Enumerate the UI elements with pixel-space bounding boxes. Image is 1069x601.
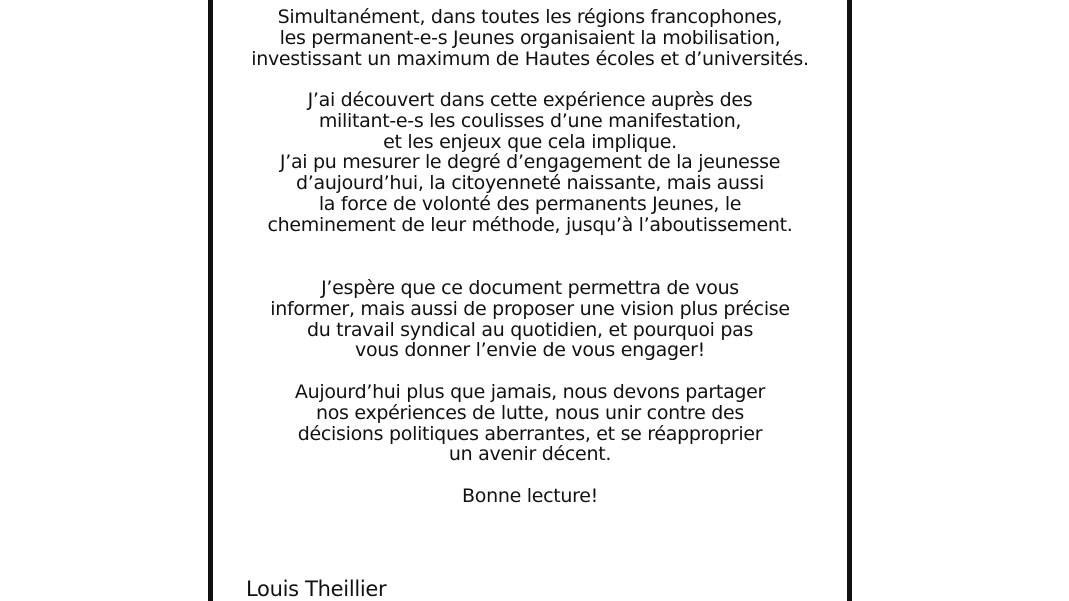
paragraph-experience: J’ai découvert dans cette expérience auprès des militant-e-s les coulisses d’une manifestation, et les enjeux que cela implique. J’ai pu mesurer le degré d’engagement de la jeunesse d’aujourd’hui, la citoyenneté naissante, mais aussi la force de volonté des permanents Jeunes, le cheminement de leur méthode, jusqu’à l’aboutissement. [267, 89, 793, 236]
paragraph-call-to-action: Aujourd’hui plus que jamais, nous devons partager nos expériences de lutte, nous unir contre des décisions politiques aberrantes, et se réapproprier un avenir décent. [294, 381, 766, 466]
closing-line: Bonne lecture! [462, 485, 598, 507]
paragraph-mobilisation: Simultanément, dans toutes les régions francophones, les permanent-e-s Jeunes organisaient la mobilisation, investissant un maximum de Hautes écoles et d’universités. [251, 6, 809, 70]
paragraph-hope: J’espère que ce document permettra de vous informer, mais aussi de proposer une vision plus précise du travail syndical au quotidien, et pourquoi pas vous donner l’envie de vous engager! [270, 277, 790, 362]
author-signature: Louis Theillier [246, 577, 387, 601]
comic-panel [208, 0, 852, 601]
